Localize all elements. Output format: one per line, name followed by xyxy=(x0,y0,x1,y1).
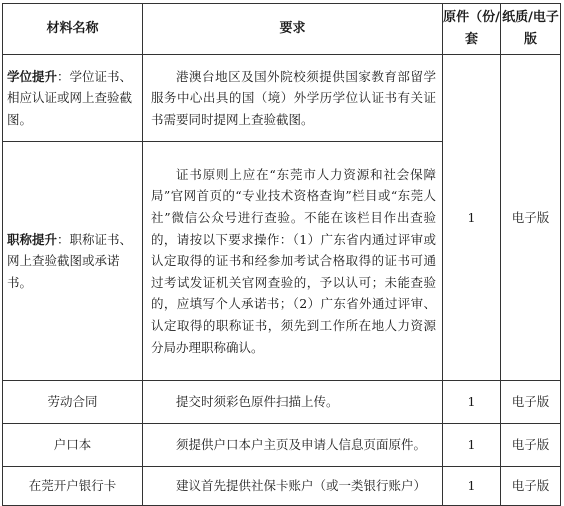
requirement-cell xyxy=(143,142,443,381)
material-name-cell xyxy=(3,55,143,142)
material-name-bold: 学位提升 xyxy=(7,68,58,84)
table-row xyxy=(3,381,561,424)
requirement-text: 证书原则上应在“东莞市人力资源和社会保障局”官网首页的“专业技术资格查询”栏目或“东莞人社”微信公众号进行查验。不能在该栏目作出查验的，请按以下要求操作：（1）广东省内通过评审或认定取得的证书和经参加考试合格取得的证书可通过考试发证机关官网查验的，予以认可；未能查验的，应填写个人承诺书；（2）广东省外通过评审、认定取得的职称证书，须先到工作所在地人力资源分局办理职称确认。 xyxy=(151,166,436,355)
copies-cell xyxy=(443,55,501,381)
material-name-cell xyxy=(3,142,143,381)
material-name-bold: 职称提升 xyxy=(7,231,58,247)
requirement-cell xyxy=(143,467,443,506)
requirement-cell xyxy=(143,381,443,424)
material-name-text: ：学位证书、相应认证或网上查验截图。 xyxy=(7,68,133,127)
table-row xyxy=(3,55,561,142)
form-cell: 电子版 xyxy=(501,467,561,506)
form-value: 电子版 xyxy=(511,209,550,225)
material-name-cell: 户口本 xyxy=(3,424,143,467)
header-row xyxy=(3,4,561,55)
header-name: 材料名称 xyxy=(3,4,143,55)
materials-table xyxy=(2,3,561,506)
header-requirement: 要求 xyxy=(143,4,443,55)
form-cell: 电子版 xyxy=(501,381,561,424)
table-row xyxy=(3,424,561,467)
requirement-text: 港澳台地区及国外院校须提供国家教育部留学服务中心出具的国（境）外学历学位认证书有关证书需要同时提网上查验截图。 xyxy=(151,68,436,127)
requirement-text: 须提供户口本户主页及申请人信息页面原件。 xyxy=(176,437,427,453)
requirement-text: 建议首先提供社保卡账户（或一类银行账户） xyxy=(176,478,427,494)
table-row xyxy=(3,467,561,506)
header-form: 纸质/电子版 xyxy=(501,4,561,55)
material-name-text: ：职称证书、网上查验截图或承诺书。 xyxy=(7,231,133,290)
copies-value: 1 xyxy=(467,209,476,225)
header-copies: 原件（份/套 xyxy=(443,4,501,55)
form-cell: 电子版 xyxy=(501,424,561,467)
requirement-cell xyxy=(143,55,443,142)
copies-cell: 1 xyxy=(443,467,501,506)
requirement-cell xyxy=(143,424,443,467)
requirement-text: 提交时须彩色原件扫描上传。 xyxy=(176,394,339,410)
copies-cell: 1 xyxy=(443,381,501,424)
form-cell xyxy=(501,55,561,381)
material-name-cell: 在莞开户银行卡 xyxy=(3,467,143,506)
copies-cell: 1 xyxy=(443,424,501,467)
material-name-cell: 劳动合同 xyxy=(3,381,143,424)
